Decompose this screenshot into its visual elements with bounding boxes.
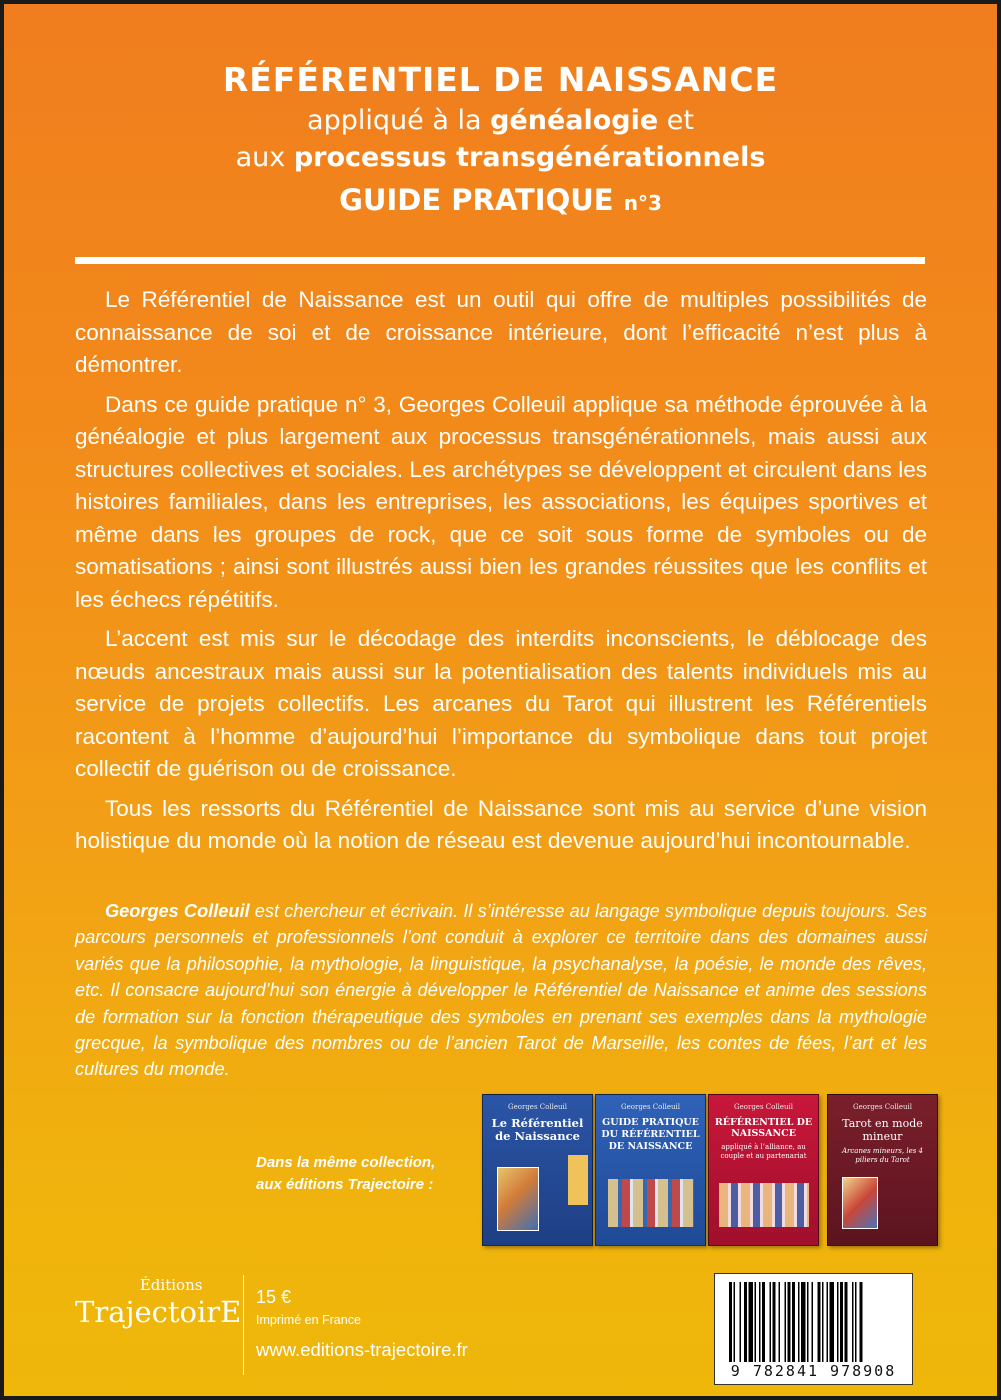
related-book-cover: Georges Colleuil Tarot en mode mineur Arcanes mineurs, les 4 piliers du Tarot [827, 1094, 938, 1246]
guide-label: GUIDE PRATIQUE n°3 [339, 183, 662, 217]
barcode-bar [830, 1282, 835, 1362]
barcode-bar [852, 1282, 854, 1362]
author-bio [75, 898, 927, 1083]
barcode-bar [798, 1282, 800, 1362]
barcode-bar [773, 1282, 776, 1362]
blurb-paragraph: Tous les ressorts du Référentiel de Naissance sont mis au service d’une vision holistique du monde où la notion de réseau est devenue aujourd’hui incontournable. [75, 795, 927, 853]
blurb-paragraph: L’accent est mis sur le décodage des interdits inconscients, le déblocage des nœuds ancestraux mais aussi sur la potentialisation des talents individuels mis au service de projets collectifs. Les arcanes du Tarot qui illustrent les Référentiels racontent à l’homme d’aujourd’hui l’importance du symbolique dans tout projet collectif de guérison ou de croissance. [75, 626, 927, 781]
barcode-bar [801, 1282, 806, 1362]
barcode-bar [807, 1282, 809, 1362]
barcode-bar [840, 1282, 843, 1362]
blurb-paragraph: Le Référentiel de Naissance est un outil qui offre de multiples possibilités de connaissance de soi et de croissance intérieure, dont l’efficacité n’est plus à démontrer. [75, 287, 927, 377]
divider-line [243, 1275, 244, 1375]
tarot-card-image [497, 1167, 539, 1231]
subtitle-line-1: appliqué à la généalogie et [307, 105, 694, 136]
barcode-bars [729, 1282, 900, 1362]
barcode-bar [729, 1282, 732, 1362]
cover-header [0, 58, 1001, 225]
barcode [714, 1273, 913, 1385]
printed-in: Imprimé en France [256, 1313, 361, 1327]
related-book-cover: Georges Colleuil RÉFÉRENTIEL DE NAISSANCE appliqué à l’alliance, au couple et au partenariat [708, 1094, 819, 1246]
publisher-logo: Éditions TrajectoirE [75, 1276, 242, 1329]
book-title: RÉFÉRENTIEL DE NAISSANCE [222, 60, 779, 99]
subtitle-line-2: aux processus transgénérationnels [235, 142, 766, 173]
barcode-bar [827, 1282, 829, 1362]
tarot-cards-image [719, 1183, 809, 1227]
barcode-bar [788, 1282, 791, 1362]
collection-caption: Dans la même collection, aux éditions Trajectoire : [256, 1154, 436, 1193]
barcode-bar [740, 1282, 742, 1362]
barcode-bar [860, 1282, 863, 1362]
barcode-bar [744, 1282, 747, 1362]
barcode-bar [755, 1282, 757, 1362]
tarot-card-image [842, 1177, 878, 1229]
price: 15 € [256, 1287, 292, 1307]
author-name: Georges Colleuil [105, 901, 250, 921]
barcode-bar [822, 1282, 824, 1362]
barcode-bar [762, 1282, 765, 1362]
blurb-paragraph: Dans ce guide pratique n° 3, Georges Colleuil applique sa méthode éprouvée à la généalogie et plus largement aux processus transgénérationnels, mais aussi aux structures collectives et sociales. Les archétypes se développent et circulent dans les histoires familiales, dans les entreprises, les associations, les équipes sportives et même dans les groupes de rock, que ce soit sous forme de symboles ou de somatisations ; ainsi sont illustrés aussi bien les grandes réussites que les conflits et les échecs répétitifs. [75, 391, 927, 612]
barcode-bar [837, 1282, 839, 1362]
barcode-bar [779, 1282, 781, 1362]
related-book-cover: Georges Colleuil Le Référentiel de Naissance [482, 1094, 593, 1246]
tarot-cards-image [608, 1179, 694, 1227]
barcode-bar [749, 1282, 754, 1362]
publisher-website: www.editions-trajectoire.fr [256, 1339, 468, 1360]
barcode-bar [734, 1282, 736, 1362]
related-book-cover: Georges Colleuil GUIDE PRATIQUE DU RÉFÉRENTIEL DE NAISSANCE [595, 1094, 706, 1246]
barcode-bar [759, 1282, 761, 1362]
bio-text: est chercheur et écrivain. Il s’intéresse au langage symbolique depuis toujours. Ses parcours personnels et professionnels l’ont conduit à explorer ce territoire dans des domaines aussi variés que la philosophie, la mythologie, la linguistique, la psychanalyse, la poésie, le monde des rêves, etc. Il consacre aujourd’hui son énergie à développer le Référentiel de Naissance et anime des sessions de formation sur la fonction thérapeutique des symboles en prenant ses exemples dans la mythologie grecque, la symbolique des nombres ou de l’ancien Tarot de Marseille, les contes de fées, l’art et les cultures du monde. [75, 901, 928, 1080]
barcode-bar [855, 1282, 857, 1362]
barcode-bar [818, 1282, 821, 1362]
blurb [75, 284, 927, 865]
barcode-bar [845, 1282, 848, 1362]
isbn-number: 9 782841 978908 [730, 1362, 897, 1380]
header-divider [75, 257, 925, 264]
barcode-bar [770, 1282, 772, 1362]
barcode-bar [792, 1282, 795, 1362]
cover-strip [568, 1155, 588, 1205]
barcode-bar [812, 1282, 814, 1362]
barcode-bar [785, 1282, 787, 1362]
